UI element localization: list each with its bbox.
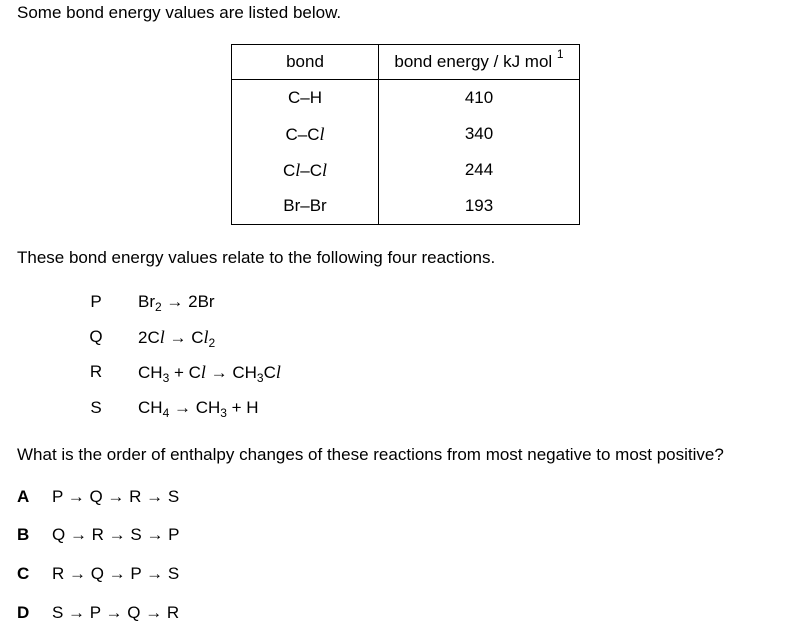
reaction-letter-s: S xyxy=(90,398,102,417)
question-text: What is the order of enthalpy changes of these reactions from most negative to most positive? xyxy=(17,445,724,464)
header-bond: bond xyxy=(232,45,379,80)
energy-cell: 193 xyxy=(379,188,580,225)
option-b-text[interactable]: Q → R → S → P xyxy=(52,525,180,544)
bond-cell: C–H xyxy=(232,80,379,117)
bond-cell: Br–Br xyxy=(232,188,379,225)
energy-cell: 410 xyxy=(379,80,580,117)
table-row xyxy=(232,116,580,152)
header-bond-energy-label: bond energy / kJ mol xyxy=(394,52,553,71)
reaction-s-equation: $CH_4 \to CH_3 + H$ xyxy=(138,398,259,420)
reaction-letter-q: Q xyxy=(89,327,103,346)
reaction-letter-r: R xyxy=(89,362,103,381)
table-header-row xyxy=(232,45,580,80)
bond-cell: C–Cl xyxy=(232,116,379,152)
table-row xyxy=(232,152,580,188)
table-row xyxy=(232,188,580,225)
option-a-text[interactable]: P → Q → R → S xyxy=(52,487,180,506)
relate-text: These bond energy values relate to the following four reactions. xyxy=(17,248,496,267)
energy-cell: 244 xyxy=(379,152,580,188)
option-letter-c: C xyxy=(17,564,30,583)
option-letter-d: D xyxy=(17,603,30,622)
option-c-text[interactable]: R → Q → P → S xyxy=(52,564,180,583)
reaction-letter-p: P xyxy=(90,292,102,311)
intro-text: Some bond energy values are listed below. xyxy=(17,3,342,22)
option-letter-a: A xyxy=(17,487,30,506)
header-bond-energy xyxy=(379,45,580,80)
reaction-r-equation: $CH_3 + Cl \to CH_3Cl$ xyxy=(138,362,281,385)
reaction-q-equation: $2Cl \to Cl_2$ xyxy=(138,327,216,350)
option-d-text[interactable]: S → P → Q → R xyxy=(52,603,180,622)
energy-cell: 340 xyxy=(379,116,580,152)
option-letter-b: B xyxy=(17,525,30,544)
table-row xyxy=(232,80,580,117)
bond-cell: Cl–Cl xyxy=(232,152,379,188)
header-bond-energy-exponent: 1 xyxy=(556,47,564,61)
bond-energy-table xyxy=(231,44,580,225)
reaction-p-equation: $Br_2 \to 2Br$ xyxy=(138,292,215,314)
